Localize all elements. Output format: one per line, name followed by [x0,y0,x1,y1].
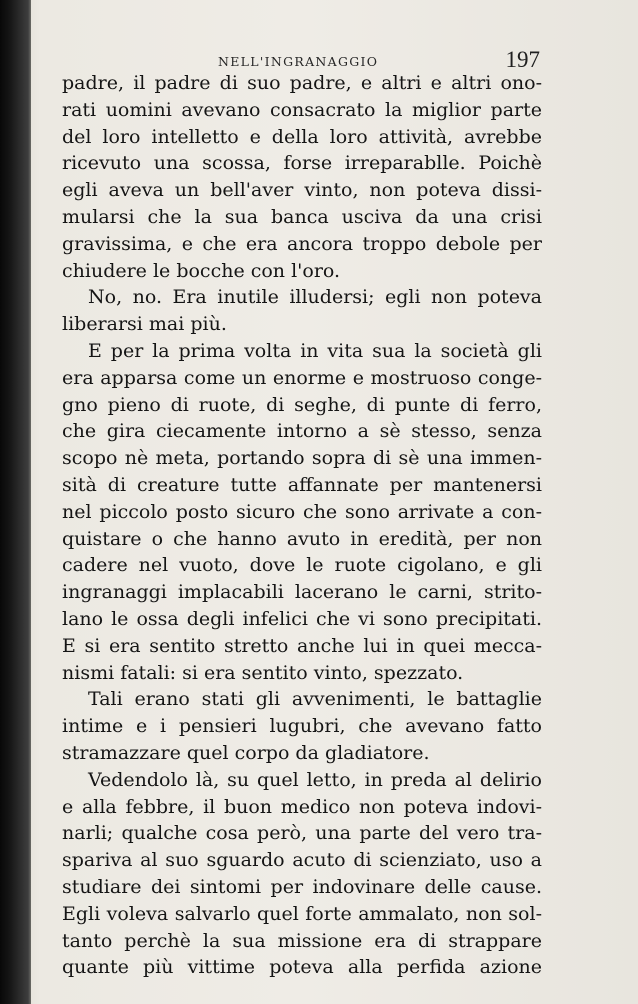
text-line: tanto perchè la sua missione era di strappare [62,929,542,952]
text-line: era apparsa come un enorme e mostruoso conge- [62,366,542,389]
text-line: cadere nel vuoto, dove le ruote cigolano, e gli [62,554,542,577]
text-line: quistare o che hanno avuto in eredità, per non [62,527,542,550]
text-line: stramazzare quel corpo da gladiatore. [62,741,430,764]
text-line: spariva al suo sguardo acuto di scienziato, uso a [62,849,542,872]
text-line: e alla febbre, il buon medico non poteva indovi- [62,795,542,818]
text-line: chiudere le bocche con l'oro. [62,259,341,282]
text-line: E si era sentito stretto anche lui in quei mecca- [62,634,542,657]
text-line: lano le ossa degli infelici che vi sono precipitati. [62,607,542,630]
book-spine-shadow [0,0,31,1004]
text-line: nismi fatali: si era sentito vinto, spezzato. [62,661,464,684]
text-line: Tali erano stati gli avvenimenti, le battaglie [88,688,542,711]
text-line: ricevuto una scossa, forse irreparablle. Poichè [62,152,542,175]
text-line: E per la prima volta in vita sua la società gli [88,339,542,362]
text-line: che gira ciecamente intorno a sè stesso, senza [62,420,542,443]
text-line: gravissima, e che era ancora troppo debole per [62,232,542,255]
text-line: studiare dei sintomi per indovinare delle cause. [62,875,542,898]
text-line: liberarsi mai più. [62,313,227,336]
text-line: gno pieno di ruote, di seghe, di punte di ferro, [62,393,542,416]
text-line: scopo nè meta, portando sopra di sè una immen- [62,447,542,470]
text-line: Vedendolo là, su quel letto, in preda al delirio [88,768,542,791]
text-line: mularsi che la sua banca usciva da una crisi [62,205,542,228]
page-number: 197 [505,47,540,72]
text-line: egli aveva un bell'aver vinto, non poteva dissi- [62,179,542,202]
body-text [62,70,542,981]
text-line: ingranaggi implacabili lacerano le carni, strito- [62,581,542,604]
text-line: del loro intelletto e della loro attività, avrebbe [62,125,542,148]
text-line: nel piccolo posto sicuro che sono arrivate a con- [62,500,542,523]
text-line: No, no. Era inutile illudersi; egli non poteva [88,286,542,309]
text-line: rati uomini avevano consacrato la miglior parte [62,98,542,121]
text-line: narli; qualche cosa però, una parte del vero tra- [62,822,542,845]
running-title: NELL'INGRANAGGIO [218,54,379,69]
text-line: quante più vittime poteva alla perfida azione [62,956,542,979]
text-line: intime e i pensieri lugubri, che avevano fatto [62,715,542,738]
text-line: padre, il padre di suo padre, e altri e altri ono- [62,72,542,94]
text-line: Egli voleva salvarlo quel forte ammalato, non sol- [62,902,542,925]
text-line: sità di creature tutte affannate per mantenersi [62,473,542,496]
